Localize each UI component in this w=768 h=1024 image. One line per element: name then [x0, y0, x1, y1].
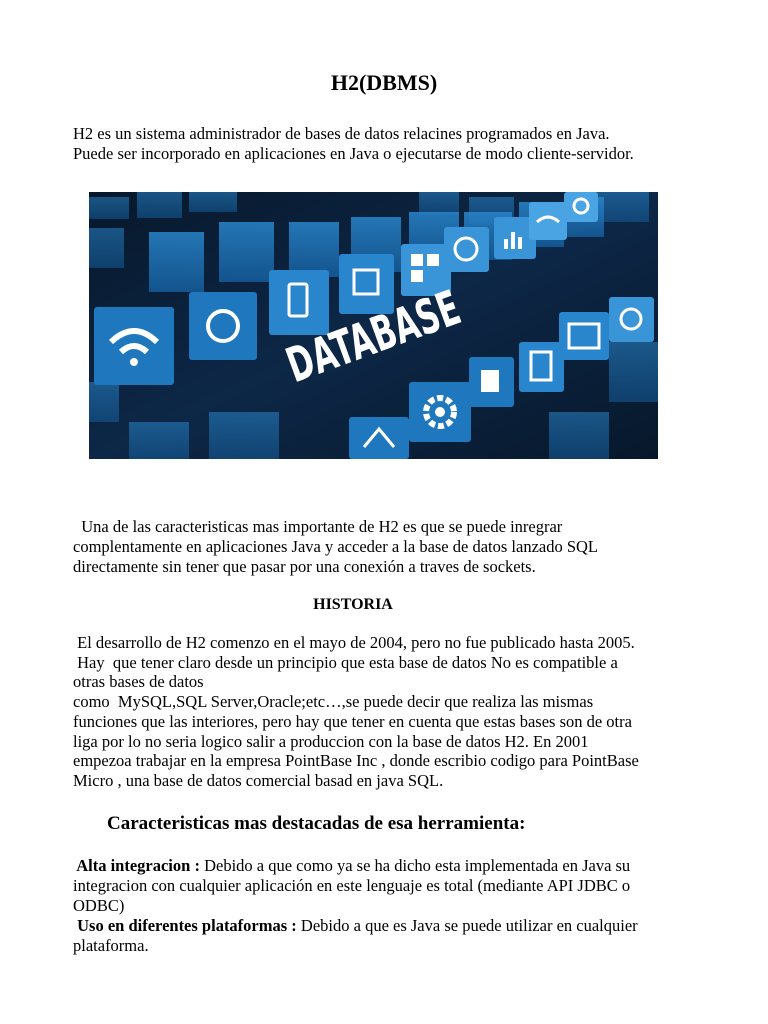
- gear-icon: [409, 382, 471, 442]
- history-line: Hay que tener claro desde un principio que esta base de datos No es compatible a: [73, 652, 618, 672]
- trait-text: Debido a que como ya se ha dicho esta implementada en Java su: [199, 856, 631, 875]
- trait-item-line: [73, 856, 703, 876]
- browser-icon: [559, 312, 609, 360]
- intro-line: Puede ser incorporado en aplicaciones en Java o ejecutarse de modo cliente-servidor.: [73, 144, 634, 163]
- phone-icon: [269, 270, 329, 335]
- trait-text: Debido a que es Java se puede utilizar en cualquier: [296, 916, 638, 935]
- sync-icon: [189, 292, 257, 360]
- database-label: DATABASE: [279, 245, 563, 395]
- history-line: El desarrollo de H2 comenzo en el mayo de 2004, pero no fue publicado hasta 2005.: [73, 633, 635, 652]
- feature-paragraph: [73, 517, 703, 577]
- traits-heading: Caracteristicas mas destacadas de esa herramienta:: [107, 813, 526, 834]
- database-hero-image: [89, 192, 658, 459]
- history-line: funciones que las interiores, pero hay que tener en cuenta que estas bases son de otra: [73, 711, 632, 731]
- history-line: empezoa trabajar en la empresa PointBase Inc , donde escribio codigo para PointBase: [73, 751, 639, 771]
- history-paragraph: [73, 633, 703, 791]
- feature-line: directamente sin tener que pasar por una conexión a traves de sockets.: [73, 557, 536, 576]
- history-line: como MySQL,SQL Server,Oracle;etc…,se puede decir que realiza las mismas: [73, 692, 594, 712]
- trait-item-line: ODBC): [73, 896, 125, 915]
- trait-item-line: [73, 916, 703, 936]
- history-line: Micro , una base de datos comercial basad en java SQL.: [73, 770, 444, 790]
- intro-line: H2 es un sistema administrador de bases de datos relacines programados en Java.: [73, 124, 610, 143]
- history-line: otras bases de datos: [73, 672, 204, 692]
- trait-item-line: plataforma.: [73, 936, 149, 955]
- trait-term: Uso en diferentes plataformas :: [73, 916, 297, 935]
- feature-line: complentamente en aplicaciones Java y acceder a la base de datos lanzado SQL: [73, 537, 599, 556]
- intro-paragraph: [73, 124, 703, 164]
- globe-icon: [444, 227, 489, 272]
- history-heading: HISTORIA: [313, 596, 393, 613]
- page-title: H2(DBMS): [330, 70, 438, 95]
- trait-item-line: integracion con cualquier aplicación en este lenguaje es total (mediante API JDBC o: [73, 876, 631, 895]
- wifi-icon: [94, 307, 174, 385]
- traits-list: [73, 856, 703, 956]
- history-line: liga por lo no seria logico salir a produccion con la base de datos H2. En 2001: [73, 731, 589, 751]
- trait-term: Alta integracion :: [73, 856, 200, 875]
- feature-line: Una de las caracteristicas mas importante de H2 es que se puede inregrar: [73, 517, 563, 536]
